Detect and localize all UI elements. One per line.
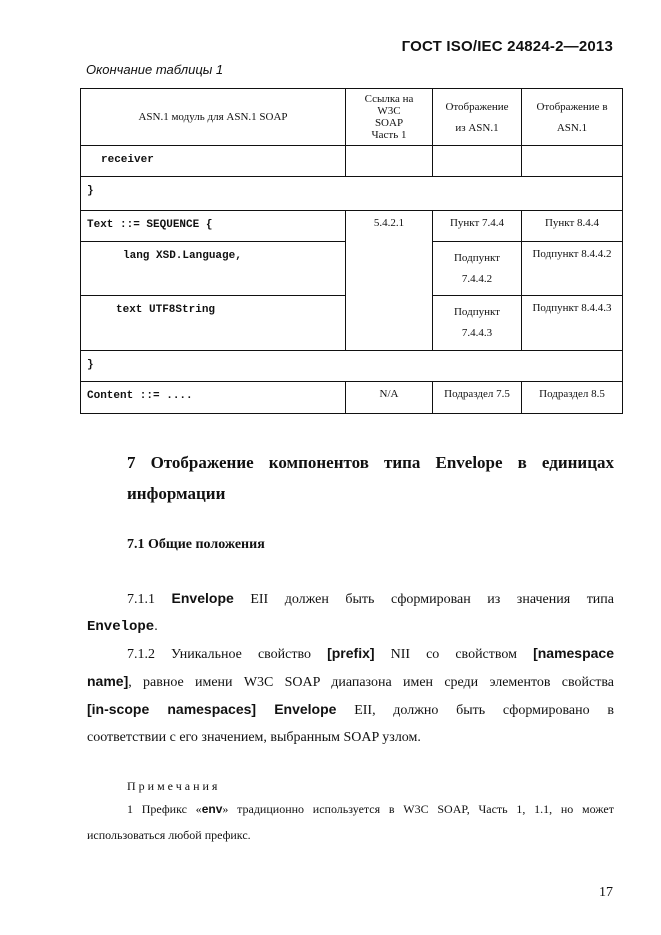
table-row bbox=[81, 177, 623, 211]
table-caption: Окончание таблицы 1 bbox=[86, 62, 224, 77]
mapping-table bbox=[80, 88, 623, 414]
table-row bbox=[81, 351, 623, 382]
header-mapping-to: Отображение в ASN.1 bbox=[522, 89, 623, 146]
note-title: Примечания bbox=[127, 779, 221, 793]
cell-text-ref: 5.4.2.1 bbox=[346, 211, 433, 351]
cell-text-from: Пункт 7.4.4 bbox=[433, 211, 522, 242]
header-mapping-from: Отображение из ASN.1 bbox=[433, 89, 522, 146]
cell-content-ref: N/A bbox=[346, 382, 433, 414]
cell-text-decl: Text ::= SEQUENCE { bbox=[81, 211, 346, 242]
subsection-heading: 7.1 Общие положения bbox=[127, 537, 265, 552]
table-row bbox=[81, 211, 623, 242]
cell-lang-from: Подпункт 7.4.4.2 bbox=[433, 242, 522, 296]
cell-text-to: Пункт 8.4.4 bbox=[522, 211, 623, 242]
cell-content-decl: Content ::= .... bbox=[81, 382, 346, 414]
table-header-row bbox=[81, 89, 623, 146]
table-row bbox=[81, 382, 623, 414]
cell-textfield-from: Подпункт 7.4.4.3 bbox=[433, 296, 522, 351]
section-heading: 7 Отображение компонентов типа Envelope в единицах bbox=[127, 453, 614, 472]
note-text: 1 Префикс «env» традиционно используется в W3C SOAP, Часть 1, 1.1, но может использоваться любой префикс. bbox=[87, 802, 615, 842]
header-w3c-ref: Ссылка на W3C SOAP Часть 1 bbox=[346, 89, 433, 146]
cell-textfield-decl: text UTF8String bbox=[81, 296, 346, 351]
document-standard-header: ГОСТ ISO/IEC 24824-2—2013 bbox=[401, 38, 613, 55]
section-heading-cont: информации bbox=[127, 484, 226, 503]
table-row bbox=[81, 146, 623, 177]
cell-close-brace-2: } bbox=[81, 351, 623, 382]
cell-content-from: Подраздел 7.5 bbox=[433, 382, 522, 414]
paragraph-7-1-1: 7.1.1 Envelope EII должен быть сформирован из значения типа Envelope. bbox=[87, 590, 615, 635]
cell-receiver: receiver bbox=[81, 146, 346, 177]
paragraph-7-1-2: 7.1.2 Уникальное свойство [prefix] NII со свойством [namespace name], равное имени W3C SOAP диапазона имен среди элементов свойства [in-scope namespaces] Envelope EII, должно быть сформировано в соответствии с его значением, выбранным SOAP узлом. bbox=[87, 645, 614, 745]
cell-lang-decl: lang XSD.Language, bbox=[81, 242, 346, 296]
cell-lang-to: Подпункт 8.4.4.2 bbox=[522, 242, 623, 296]
cell-textfield-to: Подпункт 8.4.4.3 bbox=[522, 296, 623, 351]
header-asn1-module: ASN.1 модуль для ASN.1 SOAP bbox=[81, 89, 346, 146]
cell-content-to: Подраздел 8.5 bbox=[522, 382, 623, 414]
page-number: 17 bbox=[599, 885, 613, 900]
cell-close-brace: } bbox=[81, 177, 623, 211]
